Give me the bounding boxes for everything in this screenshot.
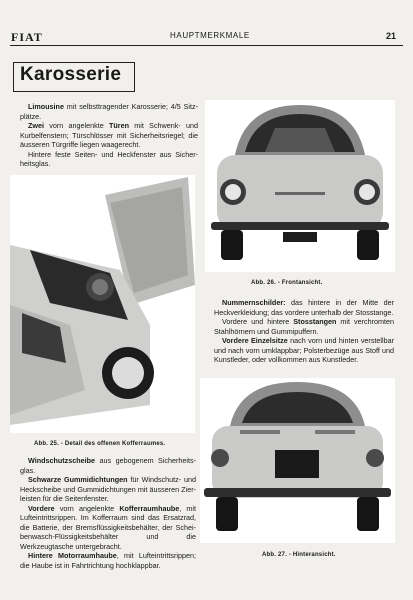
paragraph: Nummernschilder: das hintere in der Mitte der Heckverkleidung; das vordere unterhalb der Stosstange.	[214, 298, 394, 317]
paragraph: Windschutzscheibe aus gebogenem Sicherheits-glas.	[20, 456, 196, 475]
photo-front-view	[205, 100, 395, 272]
paragraph: Zwei vorn angelenkte Türen mit Schwenk- und Kurbelfenstern; Türschlösser mit Sicherheitsriegel; die äusseren Türgriffe liegen waagerecht.	[20, 121, 198, 149]
paragraph: Vordere vorn angelenkte Kofferraumhaube, mit Lufteintrittsrippen. Im Kofferraum sind das Ersatzrad, die Batterie, der Bremsflüssigkeitsbehälter, der Schei-benwasch-Flüssigkeitsbehälter und die Werkzeugtasche untergebracht.	[20, 503, 196, 551]
caption-fig25: Abb. 25. - Detail des offenen Kofferraumes.	[34, 441, 166, 447]
paragraph: Hintere Motorraumhaube, mit Lufteintrittsrippen; die Haube ist in Fahrtrichtung hochklappbar.	[20, 551, 196, 570]
photo-rear-view	[200, 378, 395, 543]
page-number: 21	[386, 31, 397, 41]
body-text-limousine	[20, 102, 198, 169]
section-title: Karosserie	[20, 64, 122, 85]
caption-fig27: Abb. 27. - Hinteransicht.	[262, 552, 336, 558]
paragraph: Vordere und hintere Stosstangen mit verchromten Stahlhörnern und Gummipuffern.	[214, 317, 394, 336]
brand-logo: FIAT	[11, 30, 43, 44]
paragraph: Hintere feste Seiten- und Heckfenster aus Sicher-heitsglas.	[20, 149, 198, 168]
header-rule	[10, 45, 403, 46]
paragraph: Schwarze Gummidichtungen für Windschutz- und Heckscheibe und Gummidichtungen mit äusseren Zier-leisten für die Seitenfenster.	[20, 475, 196, 503]
body-text-windows-hoods	[20, 456, 196, 570]
paragraph: Vordere Einzelsitze nach vorn und hinten verstellbar und nach vorn umklappbar; Polsterbezüge aus Stoff und Kunstleder, oder vollkommen aus Kunstleder.	[214, 336, 394, 364]
paragraph: Limousine mit selbsttragender Karosserie; 4/5 Sitz-plätze.	[20, 102, 198, 121]
photo-open-trunk	[10, 175, 195, 433]
running-title: HAUPTMERKMALE	[170, 31, 250, 40]
caption-fig26: Abb. 26. - Frontansicht.	[251, 280, 323, 286]
body-text-bumpers-seats	[214, 298, 394, 365]
